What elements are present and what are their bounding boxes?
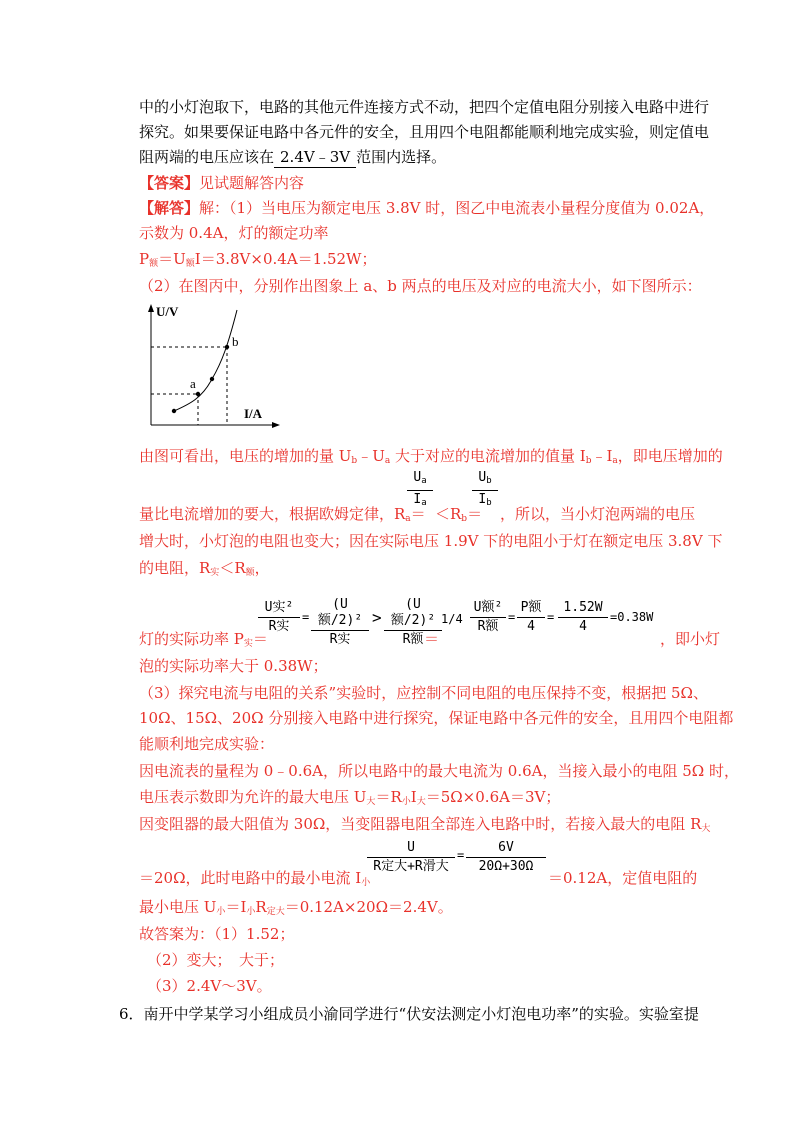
frac-ra	[407, 470, 433, 511]
s6sub1: a	[405, 514, 411, 524]
solve-text-1: 解：（1）当电压为额定电压 3.8V 时，图乙中电流表小量程分度值为 0.02A，	[199, 199, 715, 217]
rb-den-sub: b	[486, 498, 492, 508]
solve-line-20: （2）变大； 大于；	[147, 951, 285, 969]
rb-bar	[472, 490, 498, 491]
text-line-3	[139, 146, 446, 168]
s16a: 因变阻器的最大阻值为 30Ω，当变阻器电阻全部连入电路中时，若接入最大的电阻 R	[139, 815, 702, 833]
answer-text: 见试题解答内容	[199, 174, 305, 192]
p4-coef: 1/4	[441, 612, 463, 626]
p2-num: (U额/2)²	[317, 597, 363, 628]
frac-rb	[472, 470, 498, 511]
s9a: 灯的实际功率 P	[139, 630, 244, 648]
s5sub3: b	[585, 456, 592, 466]
p4-num: U额²	[473, 600, 503, 615]
i1-num: U	[407, 840, 415, 855]
s15b: ＝R	[375, 788, 402, 806]
s5a: 由图可看出，电压的增加的量 U	[139, 447, 352, 465]
question-6: 6．南开中学某学习小组成员小渝同学进行“伏安法测定小灯泡电功率”的实验。实验室提	[119, 1005, 699, 1023]
x-axis-arrow	[272, 422, 280, 428]
s5d: ﹣I	[591, 447, 613, 465]
solve-tag: 【解答】	[139, 199, 200, 217]
s15sub3: 大	[416, 797, 426, 807]
s6a: 量比电流增加的要大，根据欧姆定律，R	[139, 505, 406, 523]
gt-sign: >	[372, 608, 382, 627]
eq-4: =	[457, 848, 465, 862]
solve-line-9b: ＝	[424, 630, 440, 648]
s3b: ＝U	[158, 250, 186, 268]
s15d: ＝5Ω×0.6A＝3V；	[425, 788, 561, 806]
p6-bar	[558, 617, 608, 618]
p6-result: =0.38W	[610, 610, 654, 624]
point-a-label: a	[190, 376, 196, 391]
solve-line-3	[139, 248, 376, 269]
ra-den-sub: a	[421, 498, 427, 508]
solve-line-15	[139, 786, 560, 807]
s18d: ＝0.12A×20Ω＝2.4V。	[284, 898, 453, 916]
s6d: ＝	[467, 505, 483, 523]
ra-num-sub: a	[421, 476, 427, 486]
p5-bar	[517, 617, 545, 618]
solve-line-8	[139, 557, 270, 578]
i2-den: 20Ω+30Ω	[478, 859, 534, 874]
p3-num: (U额/2)²	[390, 597, 436, 628]
ra-num: U	[413, 470, 422, 485]
point-a	[196, 392, 200, 396]
solve-line-6a	[139, 503, 426, 524]
solve-line-7: 增大时，小灯泡的电阻也变大；因在实际电压 1.9V 下的电阻小于灯在额定电压 3.8V 下	[139, 532, 723, 550]
s18c: R	[255, 898, 267, 916]
point-b	[225, 345, 229, 349]
frac-p1	[258, 600, 300, 635]
i1-den: R定大+R滑大	[373, 859, 449, 874]
s6sub2: b	[461, 514, 468, 524]
eq-2: =	[508, 610, 516, 624]
solve-line-18	[139, 896, 453, 917]
curve	[174, 310, 237, 411]
solve-line-1	[139, 197, 714, 218]
s5b: ﹣U	[357, 447, 385, 465]
solve-line-14: 因电流表的量程为 0﹣0.6A，所以电路中的最大电流为 0.6A，当接入最小的电阻 5Ω 时，	[139, 762, 739, 780]
p2-bar	[311, 630, 369, 631]
x-axis-label: I/A	[244, 406, 263, 421]
rb-den: I	[478, 492, 487, 507]
s15sub1: 大	[366, 797, 376, 807]
s17sub: 小	[361, 878, 371, 888]
s8a: 的电阻，R	[139, 559, 211, 577]
p5-den: 4	[527, 619, 535, 634]
frac-p6	[558, 600, 608, 635]
s18sub3: 定大	[266, 907, 285, 917]
eq-3: =	[547, 610, 555, 624]
frac-p5	[517, 600, 545, 635]
answer-tag: 【答案】	[139, 174, 200, 192]
s6c: ＜R	[435, 505, 462, 523]
solve-line-11: （3）探究电流与电阻的关系”实验时，应控制不同电阻的电压保持不变，根据把 5Ω、	[139, 684, 708, 702]
u-i-graph	[140, 300, 290, 430]
text-line-3-pre: 阻两端的电压应该在	[139, 148, 275, 166]
s16sub: 大	[701, 824, 711, 834]
solve-line-19: 故答案为：（1）1.52；	[139, 925, 295, 943]
s8b: ＜R	[219, 559, 246, 577]
s18a: 最小电压 U	[139, 898, 217, 916]
p2-den: R实	[329, 632, 351, 647]
s18sub2: 小	[246, 907, 256, 917]
solve-line-2: 示数为 0.4A，灯的额定功率	[139, 224, 329, 242]
s5e: ，即电压增加的	[617, 447, 723, 465]
solve-line-13: 能顺利地完成实验：	[139, 735, 275, 753]
solve-line-17a	[139, 867, 370, 888]
text-line-3-post: 范围内选择。	[356, 148, 447, 166]
s15sub2: 小	[401, 797, 411, 807]
solve-line-5	[139, 445, 723, 466]
s15a: 电压表示数即为允许的最大电压 U	[139, 788, 367, 806]
p1-num: U实²	[264, 600, 294, 615]
solve-line-12: 10Ω、15Ω、20Ω 分别接入电路中进行探究，保证电路中各元件的安全，且用四个电阻都	[139, 709, 734, 727]
point-b-label: b	[232, 334, 239, 349]
i2-bar	[466, 857, 546, 858]
s5sub2: a	[384, 456, 391, 466]
solve-line-9a	[139, 628, 268, 649]
s15c: I	[410, 788, 417, 806]
ra-den: I	[413, 492, 422, 507]
frac-p4	[470, 600, 506, 635]
rb-num: U	[478, 470, 487, 485]
y-axis-arrow	[148, 304, 154, 312]
frac-i1	[367, 840, 455, 875]
solve-line-9c: ，即小灯	[660, 630, 721, 648]
solve-line-17b: ＝0.12A，定值电阻的	[548, 869, 698, 887]
p4-bar	[470, 617, 506, 618]
s5c: 大于对应的电流增加的值量 I	[390, 447, 586, 465]
p6-num: 1.52W	[563, 600, 603, 615]
s18sub1: 小	[216, 907, 226, 917]
text-line-2: 探究。如果要保证电路中各元件的安全，且用四个电阻都能顺利地完成实验，则定值电	[139, 123, 710, 141]
ra-bar	[407, 490, 433, 491]
s6b: ＝	[410, 505, 426, 523]
text-line-1: 中的小灯泡取下，电路的其他元件连接方式不动，把四个定值电阻分别接入电路中进行	[139, 98, 710, 116]
s8c: ，	[254, 559, 270, 577]
s8sub2: 额	[245, 568, 255, 578]
s3sub1: 额	[149, 259, 159, 269]
p5-num: P额	[520, 600, 542, 615]
rb-num-sub: b	[486, 476, 492, 486]
frac-p2	[311, 597, 369, 648]
i1-bar	[367, 857, 455, 858]
s5sub1: b	[351, 456, 358, 466]
p1-bar	[258, 617, 300, 618]
s3c: I＝3.8V×0.4A＝1.52W；	[194, 250, 377, 268]
s5sub4: a	[612, 456, 618, 466]
s17a: ＝20Ω，此时电路中的最小电流 I	[139, 869, 362, 887]
p1-den: R实	[268, 619, 290, 634]
s3sub2: 额	[185, 259, 195, 269]
s9b: ＝	[252, 630, 268, 648]
eq-1: =	[302, 610, 310, 624]
i2-num: 6V	[498, 840, 514, 855]
solve-line-10: 泡的实际功率大于 0.38W；	[139, 657, 328, 675]
p6-den: 4	[579, 619, 587, 634]
solve-line-4: （2）在图丙中，分别作出图象上 a、b 两点的电压及对应的电流大小，如下图所示：	[139, 277, 702, 295]
frac-i2	[466, 840, 546, 875]
p3-den: R额	[402, 632, 424, 647]
solve-line-21: （3）2.4V～3V。	[147, 977, 272, 995]
answer-line	[139, 172, 304, 193]
s3a: P	[139, 250, 150, 268]
point-start	[172, 409, 176, 413]
s9sub: 实	[243, 639, 253, 649]
solve-line-16	[139, 813, 710, 834]
solve-line-6c: ，所以，当小灯泡两端的电压	[500, 505, 696, 523]
s18b: ＝I	[225, 898, 247, 916]
s8sub1: 实	[210, 568, 220, 578]
answer-blank: 2.4V﹣3V	[274, 146, 356, 168]
point-mid	[210, 377, 214, 381]
p4-den: R额	[477, 619, 499, 634]
y-axis-label: U/V	[156, 304, 179, 319]
